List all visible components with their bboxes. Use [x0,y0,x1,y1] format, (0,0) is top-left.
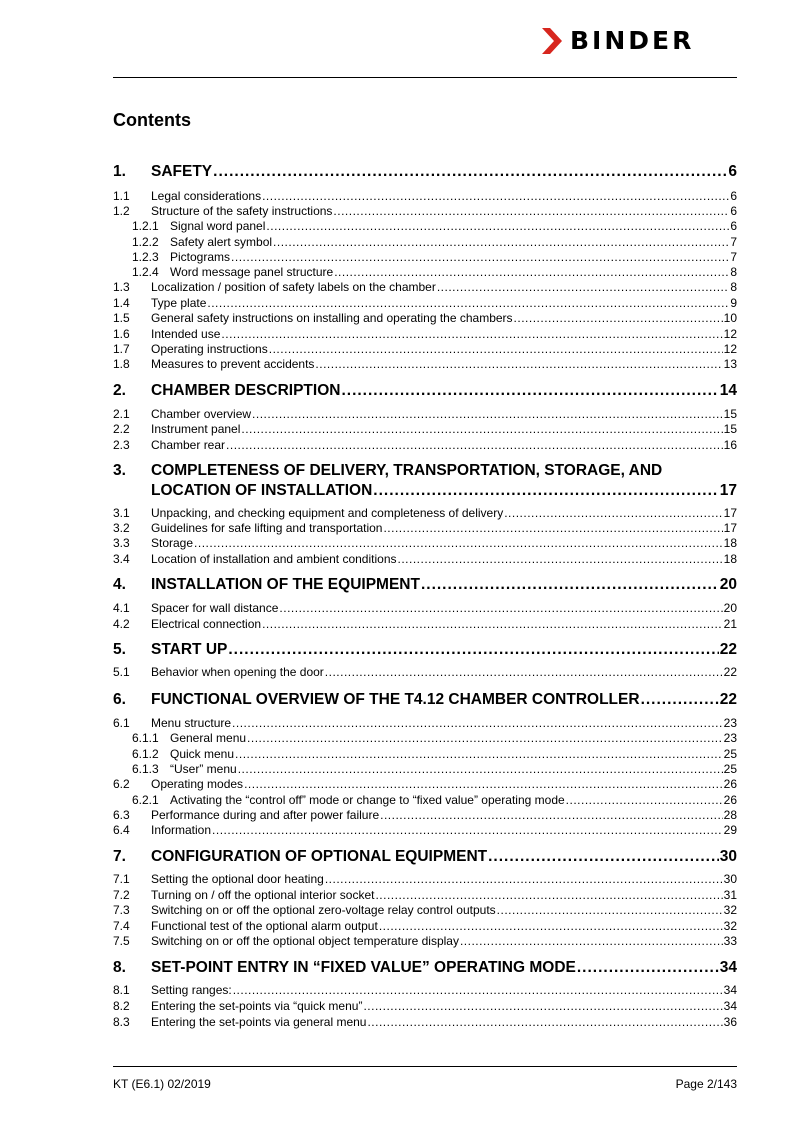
toc-entry-page: 18 [723,552,737,566]
toc-entry-page: 28 [723,808,737,822]
toc-entry[interactable] [113,808,737,823]
toc-leader-dots [341,381,718,400]
toc-entry-page: 10 [723,311,737,325]
toc-entry-title: Switching on or off the optional object temperature display [151,934,459,948]
toc-leader-dots [383,521,722,536]
toc-leader-dots [228,640,718,659]
toc-leader-dots [333,204,729,219]
toc-leader-dots [334,265,729,280]
toc-entry-page: 17 [719,482,737,499]
toc-entry[interactable] [113,903,737,918]
toc-entry-page: 12 [723,327,737,341]
toc-leader-dots [266,219,729,234]
toc-entry-number: 1.2.1 [132,219,159,233]
toc-entry-title: Quick menu [170,747,235,761]
toc-leader-dots [252,407,723,422]
toc-leader-dots [641,690,719,709]
toc-entry-page: 9 [730,296,737,310]
toc-entry[interactable] [113,189,737,204]
toc-entry-title: INSTALLATION OF THE EQUIPMENT [151,576,420,593]
toc-entry-page: 6 [730,219,737,233]
toc-entry-page: 34 [723,999,737,1013]
toc-entry-number: 4.2 [113,617,130,631]
toc-entry-page: 22 [723,665,737,679]
toc-entry-number: 6.1.2 [132,747,159,761]
toc-entry-number: 1.2.4 [132,265,159,279]
toc-entry-title: Setting the optional door heating [151,872,324,886]
toc-entry[interactable] [113,250,737,265]
toc-entry-title: FUNCTIONAL OVERVIEW OF THE T4.12 CHAMBER CONTROLLER [151,691,640,708]
toc-entry[interactable] [113,521,737,536]
toc-entry-page: 15 [723,407,737,421]
toc-entry-number: 1.2.3 [132,250,159,264]
toc-entry-title: Electrical connection [151,617,262,631]
toc-entry[interactable] [113,731,737,746]
toc-entry[interactable] [113,327,737,342]
toc-entry-title: Entering the set-points via “quick menu” [151,999,363,1013]
toc-entry[interactable] [113,162,737,181]
toc-entry-page: 7 [730,235,737,249]
toc-leader-dots [238,762,723,777]
toc-entry-page: 12 [723,342,737,356]
toc-entry-page: 6 [730,204,737,218]
toc-entry[interactable] [113,640,737,659]
toc-leader-dots [262,189,729,204]
toc-entry[interactable] [113,847,737,866]
toc-entry-title: Behavior when opening the door [151,665,324,679]
toc-entry-title: Entering the set-points via general menu [151,1015,367,1029]
toc-entry[interactable] [113,280,737,295]
toc-entry-page: 8 [730,280,737,294]
toc-entry-title: CONFIGURATION OF OPTIONAL EQUIPMENT [151,848,488,865]
toc-entry-title: Information [151,823,212,837]
toc-entry-number: 2.1 [113,407,130,421]
toc-entry-title: SAFETY [151,163,213,180]
toc-entry-page: 33 [723,934,737,948]
toc-entry-page: 15 [723,422,737,436]
toc-entry-number: 1.2.2 [132,235,159,249]
toc-entry-title: Type plate [151,296,207,310]
toc-entry-title: START UP [151,641,228,658]
page-title: Contents [113,110,191,130]
toc-entry[interactable] [113,438,737,453]
toc-leader-dots [497,903,723,918]
toc-leader-dots [379,919,723,934]
toc-leader-dots [363,999,722,1014]
toc-entry-page: 36 [723,1015,737,1029]
toc-leader-dots [247,731,723,746]
toc-entry-page: 17 [723,506,737,520]
toc-entry-page: 29 [723,823,737,837]
toc-leader-dots [232,716,723,731]
toc-entry-number: 8.2 [113,999,130,1013]
toc-entry-page: 26 [723,777,737,791]
toc-entry-title: Intended use [151,327,221,341]
toc-entry-number: 1.8 [113,357,130,371]
toc-entry[interactable] [113,919,737,934]
toc-entry-number: 3.2 [113,521,130,535]
toc-leader-dots [233,983,723,998]
toc-entry-number: 1. [113,163,126,180]
toc-entry-title: Performance during and after power failure [151,808,380,822]
toc-entry-page: 6 [730,189,737,203]
toc-entry-number: 3.3 [113,536,130,550]
toc-leader-dots [279,601,722,616]
toc-entry-page: 20 [723,601,737,615]
toc-entry-number: 6.4 [113,823,130,837]
toc-entry-number: 7.4 [113,919,130,933]
toc-entry-page: 6 [728,163,737,180]
toc-leader-dots [375,888,722,903]
toc-entry-number: 3.1 [113,506,130,520]
toc-entry[interactable] [113,357,737,372]
toc-entry-page: 34 [723,983,737,997]
toc-entry-title: General menu [170,731,247,745]
toc-entry-title: Storage [151,536,194,550]
toc-entry-page: 16 [723,438,737,452]
toc-leader-dots [325,665,723,680]
toc-entry-title: Setting ranges: [151,983,232,997]
toc-entry-number: 6.3 [113,808,130,822]
toc-entry-title: CHAMBER DESCRIPTION [151,382,341,399]
toc-entry[interactable] [113,407,737,422]
toc-entry-title: Word message panel structure [170,265,334,279]
toc-entry-title: Activating the “control off” mode or change to “fixed value” operating mode [170,793,565,807]
toc-entry[interactable] [113,342,737,357]
toc-entry-title: Unpacking, and checking equipment and completeness of delivery [151,506,504,520]
toc-entry-title: Turning on / off the optional interior socket [151,888,375,902]
toc-entry-number: 6.2 [113,777,130,791]
toc-entry[interactable] [113,506,737,521]
toc-entry-title: Operating instructions [151,342,268,356]
footer-rule [113,1066,737,1067]
toc-leader-dots [577,958,719,977]
toc-entry-page: 30 [723,872,737,886]
toc-leader-dots [380,808,723,823]
toc-entry-page: 21 [723,617,737,631]
toc-entry-title: Instrument panel [151,422,241,436]
toc-entry[interactable] [113,481,737,500]
toc-entry[interactable] [113,601,737,616]
toc-entry[interactable] [113,422,737,437]
toc-entry-page: 20 [719,576,737,593]
toc-entry-number: 8. [113,959,126,976]
toc-entry[interactable] [113,958,737,977]
toc-entry[interactable] [113,793,737,808]
toc-entry[interactable] [113,665,737,680]
toc-entry-title: Measures to prevent accidents [151,357,315,371]
toc-entry-number: 7.5 [113,934,130,948]
toc-leader-dots [212,823,723,838]
toc-entry-page: 30 [719,848,737,865]
toc-leader-dots [269,342,723,357]
toc-leader-dots [213,162,727,181]
toc-entry-number: 2. [113,382,126,399]
toc-entry-title: Legal considerations [151,189,262,203]
toc-entry[interactable] [113,777,737,792]
toc-entry-title: Structure of the safety instructions [151,204,333,218]
toc-entry-number: 8.1 [113,983,130,997]
toc-leader-dots [231,250,729,265]
toc-entry[interactable] [113,823,737,838]
toc-leader-dots [367,1015,722,1030]
toc-entry-page: 25 [723,747,737,761]
toc-entry-title: Chamber overview [151,407,252,421]
toc-leader-dots [421,575,719,594]
toc-entry-title: Chamber rear [151,438,226,452]
footer-page-number: Page 2/143 [675,1077,737,1091]
toc-leader-dots [514,311,723,326]
toc-entry-page: 8 [730,265,737,279]
toc-entry[interactable] [113,296,737,311]
toc-entry-number: 6.1.3 [132,762,159,776]
toc-leader-dots [488,847,719,866]
toc-entry-title: Functional test of the optional alarm output [151,919,378,933]
toc-entry-number: 7.1 [113,872,130,886]
toc-leader-dots [207,296,729,311]
toc-entry-title: COMPLETENESS OF DELIVERY, TRANSPORTATION, STORAGE, AND [151,462,663,479]
toc-entry-number: 1.4 [113,296,130,310]
toc-entry-number: 3. [113,462,126,479]
toc-entry-number: 6.1 [113,716,130,730]
toc-entry[interactable] [113,1015,737,1030]
toc-leader-dots [273,235,729,250]
toc-entry[interactable] [113,716,737,731]
toc-entry[interactable] [113,983,737,998]
toc-entry-title: SET-POINT ENTRY IN “FIXED VALUE” OPERATING MODE [151,959,576,976]
toc-leader-dots [315,357,722,372]
toc-entry-page: 25 [723,762,737,776]
toc-leader-dots [244,777,723,792]
toc-entry[interactable] [113,552,737,567]
toc-entry-page: 34 [719,959,737,976]
toc-leader-dots [398,552,723,567]
toc-leader-dots [262,617,723,632]
toc-entry-number: 7. [113,848,126,865]
toc-entry-number: 1.1 [113,189,130,203]
toc-entry-page: 26 [723,793,737,807]
toc-entry[interactable] [113,762,737,777]
toc-entry[interactable] [113,265,737,280]
toc-leader-dots [504,506,722,521]
toc-entry-page: 22 [719,691,737,708]
toc-entry-title: LOCATION OF INSTALLATION [151,482,373,499]
toc-leader-dots [241,422,722,437]
toc-entry-page: 31 [723,888,737,902]
toc-leader-dots [226,438,723,453]
toc-entry-number: 4.1 [113,601,130,615]
toc-entry-number: 6. [113,691,126,708]
toc-leader-dots [325,872,723,887]
toc-entry-title: Pictograms [170,250,231,264]
toc-entry[interactable] [113,219,737,234]
toc-entry[interactable] [113,536,737,551]
toc-entry-number: 3.4 [113,552,130,566]
toc-entry[interactable] [113,617,737,632]
toc-leader-dots [460,934,723,949]
toc-entry-number: 1.7 [113,342,130,356]
toc-entry-title: Guidelines for safe lifting and transportation [151,521,383,535]
toc-entry[interactable] [113,381,737,400]
toc-entry-page: 14 [719,382,737,399]
toc-leader-dots [566,793,723,808]
toc-entry-number: 6.2.1 [132,793,159,807]
toc-entry-number: 6.1.1 [132,731,159,745]
toc-entry[interactable] [113,934,737,949]
toc-entry-title: Location of installation and ambient conditions [151,552,397,566]
toc-entry[interactable] [113,461,737,480]
toc-entry-title: Operating modes [151,777,244,791]
toc-entry-page: 32 [723,919,737,933]
toc-entry[interactable] [113,888,737,903]
toc-entry-title: General safety instructions on installing and operating the chambers [151,311,513,325]
toc-leader-dots [373,481,718,500]
toc-entry-number: 1.2 [113,204,130,218]
toc-entry-number: 4. [113,576,126,593]
toc-entry-number: 5. [113,641,126,658]
toc-entry-number: 2.3 [113,438,130,452]
toc-entry-title: “User” menu [170,762,237,776]
toc-entry-page: 22 [719,641,737,658]
toc-entry-title: Spacer for wall distance [151,601,279,615]
toc-entry-number: 7.3 [113,903,130,917]
toc-entry-number: 1.5 [113,311,130,325]
toc-entry[interactable] [113,311,737,326]
toc-entry[interactable] [113,872,737,887]
toc-leader-dots [235,747,723,762]
toc-entry-title: Localization / position of safety labels on the chamber [151,280,436,294]
toc-entry-number: 1.3 [113,280,130,294]
toc-entry-page: 32 [723,903,737,917]
toc-entry-page: 17 [723,521,737,535]
toc-entry-number: 5.1 [113,665,130,679]
toc-entry-number: 8.3 [113,1015,130,1029]
toc-entry-title: Menu structure [151,716,232,730]
toc-entry-page: 23 [723,731,737,745]
toc-entry[interactable] [113,690,737,709]
toc-entry[interactable] [113,747,737,762]
toc-entry-page: 18 [723,536,737,550]
toc-entry[interactable] [113,999,737,1014]
toc-entry[interactable] [113,204,737,219]
toc-entry-title: Signal word panel [170,219,266,233]
toc-entry-number: 7.2 [113,888,130,902]
toc-entry-page: 7 [730,250,737,264]
toc-entry[interactable] [113,235,737,250]
toc-entry-number: 1.6 [113,327,130,341]
footer-doc-id: KT (E6.1) 02/2019 [113,1077,211,1091]
toc-entry-page: 23 [723,716,737,730]
toc-entry-page: 13 [723,357,737,371]
toc-leader-dots [194,536,723,551]
toc-leader-dots [221,327,722,342]
toc-entry-title: Safety alert symbol [170,235,273,249]
toc-leader-dots [437,280,729,295]
toc-entry-number: 2.2 [113,422,130,436]
brand-name: BINDER [570,26,695,55]
toc-entry-title: Switching on or off the optional zero-voltage relay control outputs [151,903,496,917]
toc-entry[interactable] [113,575,737,594]
